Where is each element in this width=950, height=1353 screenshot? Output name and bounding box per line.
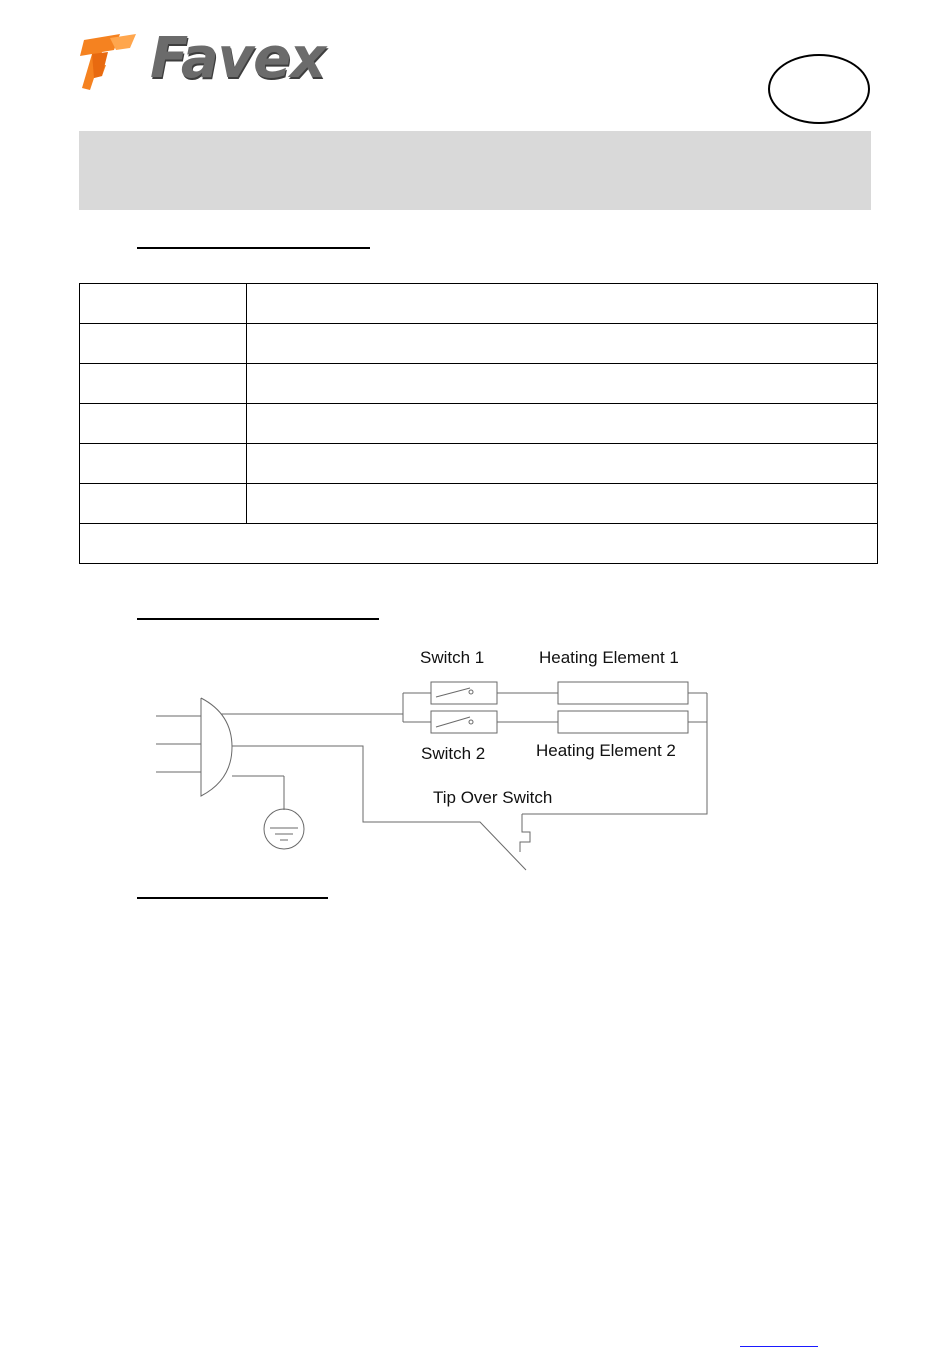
page-number-oval [768, 54, 870, 124]
table-row [80, 484, 878, 524]
brand-wordmark: Favex [150, 26, 326, 91]
spec-value-cell [247, 284, 878, 324]
spec-label-cell [80, 324, 247, 364]
document-title-band [79, 131, 871, 210]
brand-logo [80, 26, 326, 92]
wiring-diagram [150, 625, 720, 875]
spec-value-cell [247, 364, 878, 404]
tip-over-switch-label: Tip Over Switch [433, 788, 553, 807]
heating-element-1-label: Heating Element 1 [539, 648, 679, 667]
heating-element-2-box [558, 711, 688, 733]
switch-2-box [431, 711, 497, 733]
table-row [80, 444, 878, 484]
footer-link[interactable] [740, 1346, 818, 1347]
specifications-heading-underline [137, 247, 370, 249]
table-row [80, 324, 878, 364]
neutral-wire [232, 746, 526, 870]
heating-element-1-box [558, 682, 688, 704]
switch-1-label: Switch 1 [420, 648, 485, 667]
spec-footer-cell [80, 524, 878, 564]
spec-label-cell [80, 484, 247, 524]
spec-label-cell [80, 284, 247, 324]
spec-label-cell [80, 364, 247, 404]
switch-2-label: Switch 2 [421, 744, 486, 763]
table-row [80, 404, 878, 444]
switch-1-box [431, 682, 497, 704]
spec-value-cell [247, 444, 878, 484]
earth-symbol [264, 809, 304, 849]
notes-heading-underline [137, 897, 328, 899]
specifications-table [79, 283, 878, 564]
spec-value-cell [247, 324, 878, 364]
spec-label-cell [80, 404, 247, 444]
table-row [80, 284, 878, 324]
brand-mark-icon [80, 30, 140, 92]
spec-label-cell [80, 444, 247, 484]
table-row [80, 524, 878, 564]
tip-over-switch-contact [520, 814, 530, 852]
plug-symbol [201, 698, 232, 796]
spec-value-cell [247, 484, 878, 524]
spec-value-cell [247, 404, 878, 444]
table-row [80, 364, 878, 404]
heating-element-2-label: Heating Element 2 [536, 741, 676, 760]
wiring-diagram-heading-underline [137, 618, 379, 620]
